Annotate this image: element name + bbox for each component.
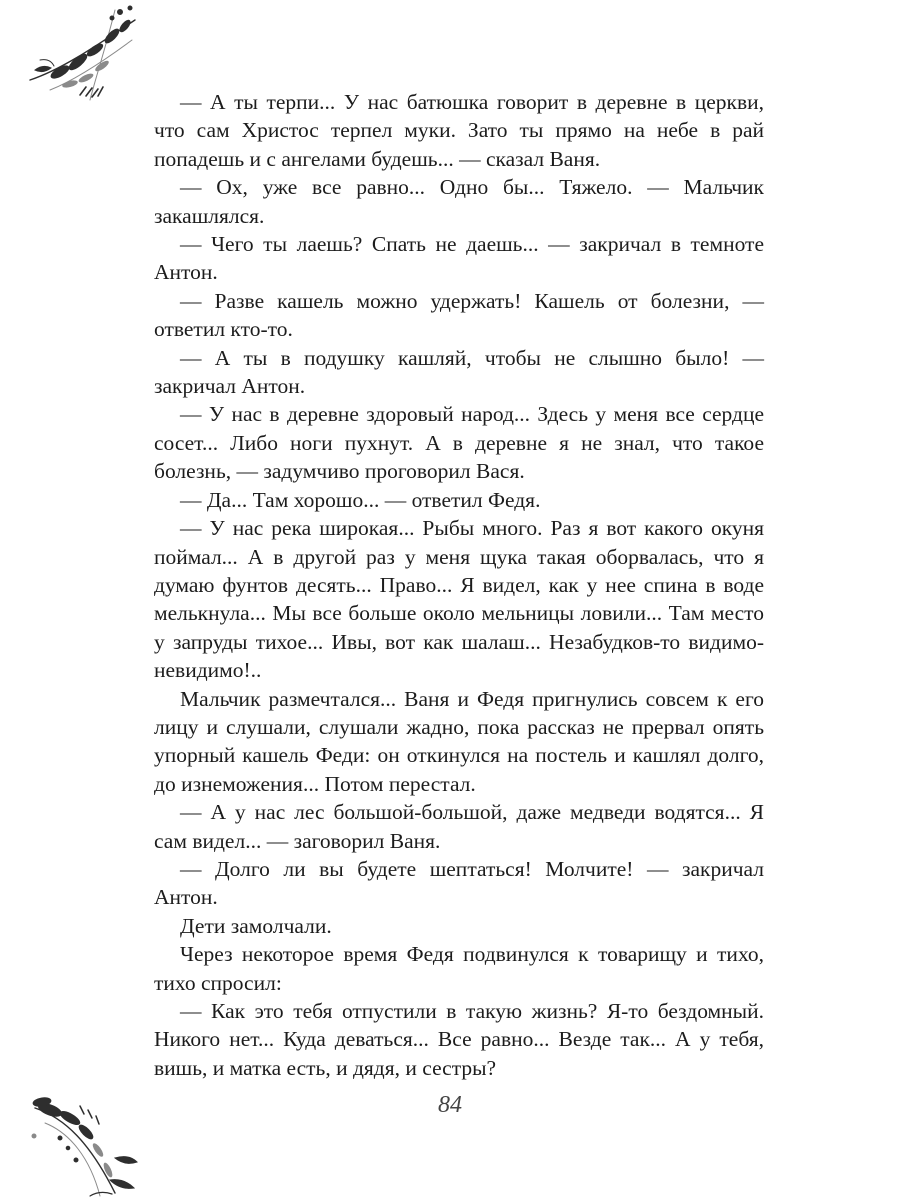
paragraph: — Чего ты лаешь? Спать не даешь... — закричал в темноте Антон. <box>154 232 764 285</box>
paragraph: — У нас в деревне здоровый народ... Здесь у меня все сердце сосет... Либо ноги пухнут. А в деревне я не знал, что такое болезнь, — задумчиво проговорил Вася. <box>154 402 764 484</box>
paragraph: — Долго ли вы будете шептаться! Молчите! — закричал Антон. <box>154 856 764 910</box>
page-number: 84 <box>438 1092 462 1118</box>
paragraph: — А ты в подушку кашляй, чтобы не слышно было! — закричал Антон. <box>154 345 764 399</box>
chapter-text <box>154 88 764 1082</box>
paragraph: Через некоторое время Федя подвинулся к товарищу и тихо, тихо спросил: <box>154 942 764 995</box>
paragraph: — Как это тебя отпустили в такую жизнь? Я-то бездомный. Никого нет... Куда деваться... Все равно... Везде так... А у тебя, вишь, и матка есть, и дядя, и сестры? <box>154 999 764 1080</box>
paragraph: Дети замолчали. <box>180 913 332 938</box>
floral-ornament-bottom-icon <box>20 1088 150 1200</box>
paragraph: — А ты терпи... У нас батюшка говорит в деревне в церкви, что сам Христос терпел муки. Зато ты прямо на небе в рай попадешь и с ангелами будешь... — сказал Ваня. <box>154 90 764 171</box>
paragraph: — А у нас лес большой-большой, даже медведи водятся... Я сам видел... — заговорил Ваня. <box>154 800 764 853</box>
floral-ornament-top-icon <box>20 0 150 110</box>
paragraph: Мальчик размечтался... Ваня и Федя пригнулись совсем к его лицу и слушали, слушали жадно, пока рассказ не прервал опять упорный кашель Феди: он откинулся на постель и кашлял долго, до изнеможения... Потом перестал. <box>154 686 764 796</box>
paragraph: — Да... Там хорошо... — ответил Федя. <box>180 487 541 512</box>
paragraph: — У нас река широкая... Рыбы много. Раз я вот какого окуня поймал... А в другой раз у меня щука такая оборвалась, что я думаю фунтов десять... Право... Я видел, как у нее спина в воде мелькнула... Мы все больше около мельницы ловили... Там место у запруды тихое... Ивы, вот как шалаш... Незабудков-то видимо-невидимо!.. <box>154 516 764 683</box>
paragraph: — Ох, уже все равно... Одно бы... Тяжело. — Мальчик закашлялся. <box>154 175 764 228</box>
paragraph: — Разве кашель можно удержать! Кашель от болезни, — ответил кто-то. <box>154 288 764 342</box>
